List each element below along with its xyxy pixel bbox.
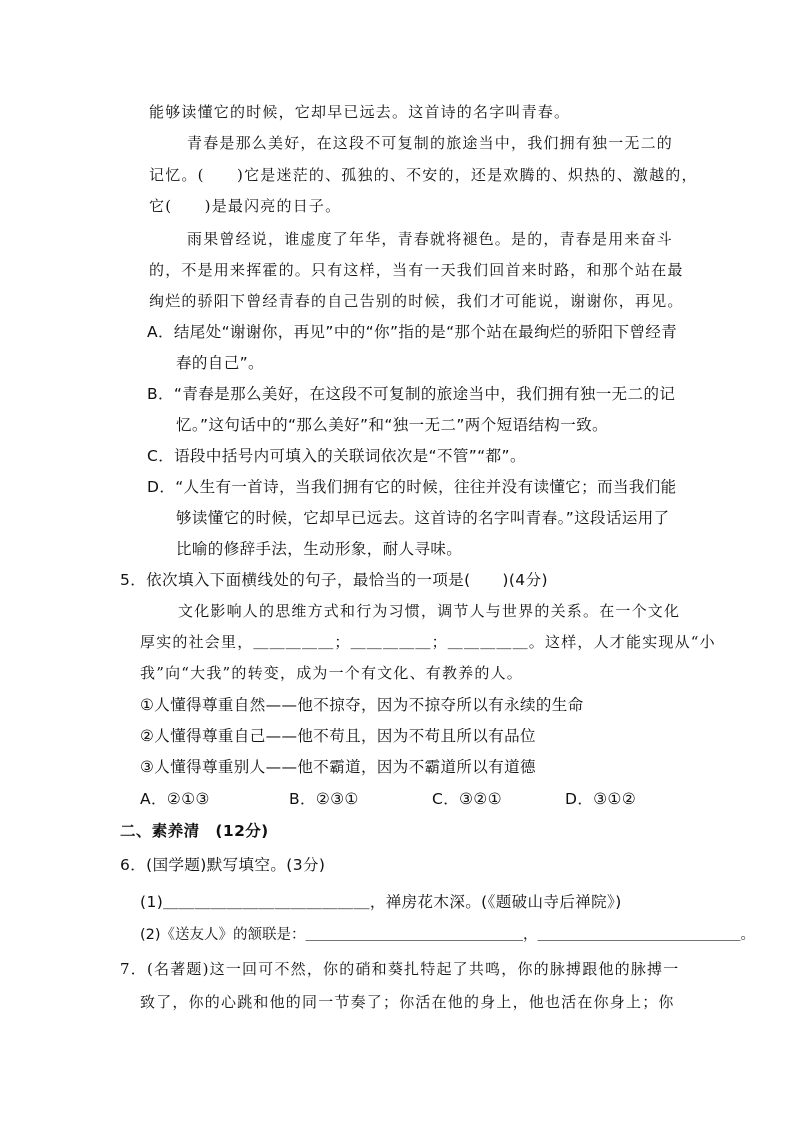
option-c: C．语段中括号内可填入的关联词依次是“不管”“都”。 <box>147 447 526 465</box>
option-b-cont: 忆。”这句话中的“那么美好”和“独一无二”两个短语结构一致。 <box>176 416 608 434</box>
sentence-item-2: ②人懂得尊重自己——他不苟且，因为不苟且所以有品位 <box>140 727 536 745</box>
passage-line: 绚烂的骄阳下曾经青春的自己告别的时候，我们才可能说，谢谢你，再见。 <box>149 292 684 310</box>
section-heading: 二、素养清 (12分) <box>120 822 269 840</box>
passage-line: 的，不是用来挥霍的。只有这样，当有一天我们回首来时路，和那个站在最 <box>149 261 684 279</box>
sentence-item-3: ③人懂得尊重别人——他不霸道，因为不霸道所以有道德 <box>140 758 536 776</box>
option-a: A．结尾处“谢谢你，再见”中的“你”指的是“那个站在最绚烂的骄阳下曾经青 <box>147 323 678 341</box>
question-7: 7．(名著题)这一回可不然，你的硝和葵扎特起了共鸣，你的脉搏跟他的脉搏一 <box>120 960 680 978</box>
option-d-cont: 够读懂它的时候，它却早已远去。这首诗的名字叫青春。”这段话运用了 <box>176 509 670 527</box>
passage-line: 青春是那么美好，在这段不可复制的旅途当中，我们拥有独一无二的 <box>187 134 674 152</box>
answer-option-b: B．②③① <box>289 790 359 808</box>
passage-line: 能够读懂它的时候，它却早已远去。这首诗的名字叫青春。 <box>149 103 571 121</box>
answer-option-c: C．③②① <box>432 790 503 808</box>
passage-line: 文化影响人的思维方式和行为习惯，调节人与世界的关系。在一个文化 <box>178 602 681 620</box>
sentence-item-1: ①人懂得尊重自然——他不掠夺，因为不掠夺所以有永续的生命 <box>140 696 584 714</box>
option-b: B．“青春是那么美好，在这段不可复制的旅途当中，我们拥有独一无二的记 <box>147 385 676 403</box>
question-5: 5．依次填入下面横线处的句子，最恰当的一项是( )(4分) <box>120 571 548 589</box>
answer-option-a: A．②①③ <box>140 790 210 808</box>
passage-line: 记忆。( )它是迷茫的、孤独的、不安的，还是欢腾的、炽热的、激越的， <box>149 166 698 184</box>
question-6: 6．(国学题)默写填空。(3分) <box>120 856 326 874</box>
answer-option-d: D．③①② <box>565 790 637 808</box>
option-a-cont: 春的自己”。 <box>176 354 264 372</box>
passage-line: 厚实的社会里，＿＿＿＿＿；＿＿＿＿＿；＿＿＿＿＿。这样，人才能实现从“小 <box>140 633 716 651</box>
fill-blank-1: (1)＿＿＿＿＿＿＿＿＿＿＿＿＿，禅房花木深。(《题破山寺后禅院》) <box>140 893 622 911</box>
fill-blank-2: (2)《送友人》的颔联是：＿＿＿＿＿＿＿＿＿＿＿＿＿＿＿，＿＿＿＿＿＿＿＿＿＿＿＿＿＿。 <box>140 927 756 943</box>
passage-line: 雨果曾经说，谁虚度了年华，青春就将褪色。是的，青春是用来奋斗 <box>187 230 674 248</box>
passage-line: 我”向“大我”的转变，成为一个有文化、有教养的人。 <box>140 664 524 682</box>
option-d: D．“人生有一首诗，当我们拥有它的时候，往往并没有读懂它；而当我们能 <box>147 478 677 496</box>
option-d-cont: 比喻的修辞手法，生动形象，耐人寻味。 <box>176 540 463 558</box>
passage-line: 致了，你的心跳和他的同一节奏了；你活在他的身上，他也活在你身上；你 <box>140 993 675 1011</box>
passage-line: 它( )是最闪亮的日子。 <box>149 197 342 215</box>
